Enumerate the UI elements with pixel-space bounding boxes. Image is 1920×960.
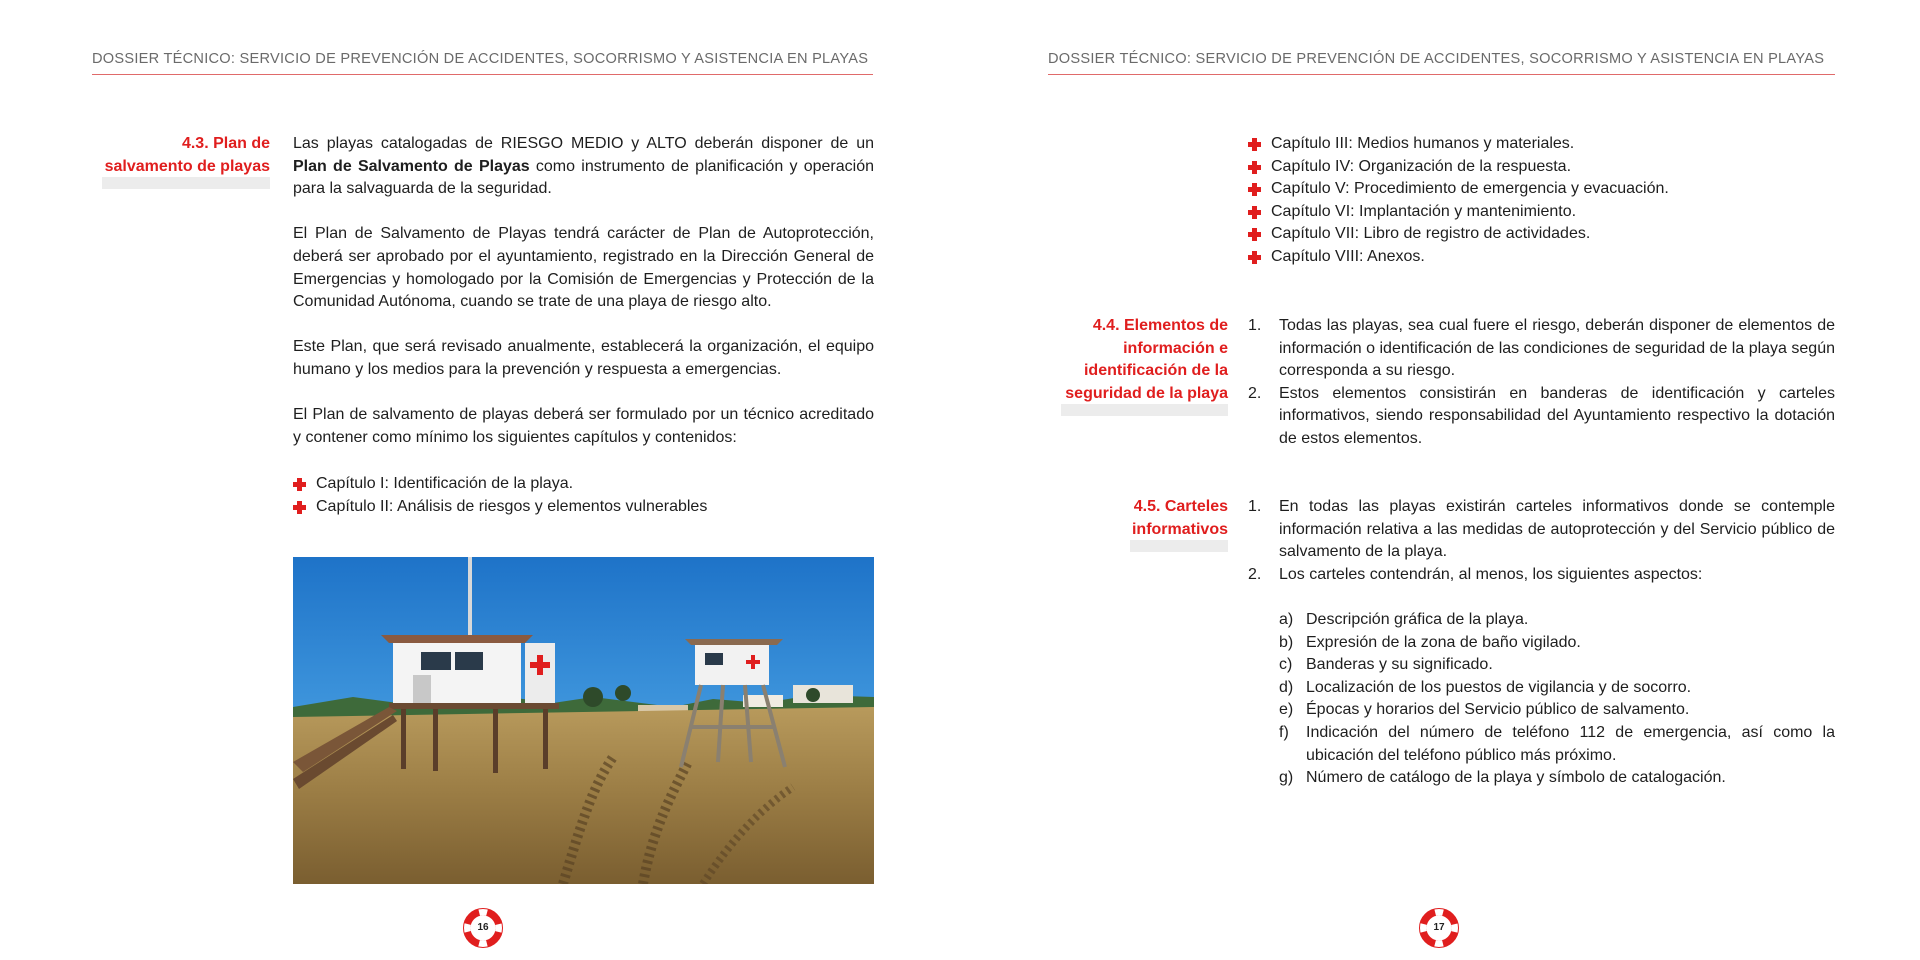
chapter-item bbox=[293, 496, 707, 519]
section-4-3-body bbox=[293, 133, 874, 472]
section-4-5-title bbox=[1048, 496, 1228, 541]
section-title-underbar bbox=[1130, 540, 1228, 552]
item-text: Los carteles contendrán, al menos, los siguientes aspectos: bbox=[1279, 565, 1703, 583]
item-text: Banderas y su significado. bbox=[1306, 656, 1493, 674]
bold-text-run: Plan de Salvamento de Playas bbox=[293, 157, 530, 175]
page-number: 16 bbox=[477, 922, 489, 933]
section-4-5-sublist bbox=[1279, 609, 1835, 790]
page-header-left: DOSSIER TÉCNICO: SERVICIO DE PREVENCIÓN DE ACCIDENTES, SOCORRISMO Y ASISTENCIA EN PLAYAS bbox=[92, 50, 873, 75]
item-text: Expresión de la zona de baño vigilado. bbox=[1306, 633, 1581, 651]
lettered-item bbox=[1279, 654, 1835, 677]
item-letter: c) bbox=[1279, 656, 1293, 674]
chapter-list-right bbox=[1248, 133, 1669, 269]
item-text: Descripción gráfica de la playa. bbox=[1306, 611, 1529, 628]
section-title-underbar bbox=[1061, 404, 1228, 416]
lettered-item bbox=[1279, 767, 1835, 790]
red-cross-icon bbox=[1248, 251, 1261, 264]
item-text: Épocas y horarios del Servicio público de salvamento. bbox=[1306, 701, 1690, 719]
item-text: En todas las playas existirán carteles informativos donde se contemple información relativa a las medidas de autoprotección y del Servicio público de salvamento de la playa. bbox=[1279, 498, 1835, 561]
chapter-label: Capítulo VI: Implantación y mantenimiento. bbox=[1271, 202, 1577, 220]
chapter-label: Capítulo VIII: Anexos. bbox=[1271, 247, 1425, 265]
section-title-line: información e bbox=[1123, 339, 1228, 357]
item-number: 1. bbox=[1248, 317, 1262, 334]
section-title-line: informativos bbox=[1131, 520, 1228, 538]
paragraph-4: El Plan de salvamento de playas deberá ser formulado por un técnico acreditado y contener como mínimo los siguientes capítulos y contenidos: bbox=[293, 406, 874, 446]
item-letter: f) bbox=[1279, 723, 1289, 741]
chapter-item bbox=[1248, 178, 1669, 201]
chapter-label: Capítulo I: Identificación de la playa. bbox=[316, 475, 574, 492]
item-letter: g) bbox=[1279, 769, 1294, 787]
chapter-list-left bbox=[293, 473, 707, 518]
section-title-underbar bbox=[102, 177, 270, 189]
chapter-item bbox=[1248, 156, 1669, 179]
lifeguard-towers-beach-photo bbox=[293, 557, 874, 884]
lettered-item bbox=[1279, 677, 1835, 700]
section-title-line: identificación de la bbox=[1083, 362, 1228, 380]
item-number: 2. bbox=[1248, 384, 1262, 402]
lettered-item bbox=[1279, 722, 1835, 767]
item-text: Número de catálogo de la playa y símbolo de catalogación. bbox=[1306, 769, 1726, 787]
item-letter: e) bbox=[1279, 701, 1294, 719]
numbered-item bbox=[1248, 564, 1835, 587]
section-4-5-list bbox=[1248, 496, 1835, 586]
chapter-item bbox=[293, 473, 707, 496]
text-run: Las playas catalogadas de RIESGO MEDIO y ALTO deberán disponer de un bbox=[293, 135, 874, 152]
paragraph-1 bbox=[293, 133, 874, 201]
paragraph-3: Este Plan, que será revisado anualmente, establecerá la organización, el equipo humano y los medios para la prevención y respuesta a emergencias. bbox=[293, 338, 874, 378]
page-number: 17 bbox=[1433, 922, 1445, 933]
item-text: Indicación del número de teléfono 112 de emergencia, así como la ubicación del teléfono público más próximo. bbox=[1306, 723, 1835, 764]
item-letter: d) bbox=[1279, 678, 1294, 696]
section-title-line: salvamento de playas bbox=[104, 157, 270, 175]
section-title-line: 4.5. Carteles bbox=[1133, 498, 1228, 515]
chapter-label: Capítulo V: Procedimiento de emergencia y evacuación. bbox=[1271, 180, 1669, 198]
item-number: 2. bbox=[1248, 565, 1262, 583]
numbered-item bbox=[1248, 315, 1835, 383]
paragraph-2: El Plan de Salvamento de Playas tendrá carácter de Plan de Autoprotección, deberá ser aprobado por el ayuntamiento, registrado en la Dirección General de Emergencias y homologado por la Comisión de Emergencias y Protección de la Comunidad Autónoma, cuando se trate de una playa de riesgo alto. bbox=[293, 225, 874, 311]
section-title-line: seguridad de la playa bbox=[1065, 384, 1228, 402]
text-run: como instrumento de planificación y operación para la salvaguarda de la seguridad. bbox=[293, 157, 874, 198]
page-number-badge-right bbox=[1419, 908, 1459, 948]
chapter-label: Capítulo II: Análisis de riesgos y elementos vulnerables bbox=[316, 497, 708, 515]
lettered-item bbox=[1279, 632, 1835, 655]
item-number: 1. bbox=[1248, 498, 1262, 515]
chapter-label: Capítulo III: Medios humanos y materiales. bbox=[1271, 135, 1575, 152]
item-letter: b) bbox=[1279, 633, 1294, 651]
item-text: Estos elementos consistirán en banderas de identificación y carteles informativos, siendo responsabilidad del Ayuntamiento respectivo la dotación de estos elementos. bbox=[1279, 384, 1835, 447]
red-cross-icon bbox=[293, 501, 306, 514]
red-cross-icon bbox=[293, 478, 306, 491]
chapter-item bbox=[1248, 246, 1669, 269]
lettered-item bbox=[1279, 699, 1835, 722]
section-title-line: 4.3. Plan de bbox=[181, 135, 270, 152]
chapter-item bbox=[1248, 201, 1669, 224]
numbered-item bbox=[1248, 383, 1835, 451]
red-cross-icon bbox=[1248, 206, 1261, 219]
section-4-4-list bbox=[1248, 315, 1835, 451]
red-cross-icon bbox=[1248, 161, 1261, 174]
section-4-4-title bbox=[1048, 315, 1228, 405]
chapter-item bbox=[1248, 223, 1669, 246]
chapter-item bbox=[1248, 133, 1669, 156]
section-title-line: 4.4. Elementos de bbox=[1092, 317, 1228, 334]
section-4-3-title bbox=[92, 133, 270, 178]
red-cross-icon bbox=[1248, 183, 1261, 196]
page-number-badge-left bbox=[463, 908, 503, 948]
chapter-label: Capítulo IV: Organización de la respuesta. bbox=[1271, 157, 1572, 175]
item-text: Localización de los puestos de vigilancia y de socorro. bbox=[1306, 678, 1692, 696]
lettered-item bbox=[1279, 609, 1835, 632]
item-text: Todas las playas, sea cual fuere el riesgo, deberán disponer de elementos de información o identificación de las condiciones de seguridad de la playa según corresponda a su riesgo. bbox=[1279, 317, 1835, 380]
chapter-label: Capítulo VII: Libro de registro de actividades. bbox=[1271, 225, 1591, 243]
red-cross-icon bbox=[1248, 228, 1261, 241]
numbered-item bbox=[1248, 496, 1835, 564]
item-letter: a) bbox=[1279, 611, 1294, 628]
red-cross-icon bbox=[1248, 138, 1261, 151]
page-header-right: DOSSIER TÉCNICO: SERVICIO DE PREVENCIÓN DE ACCIDENTES, SOCORRISMO Y ASISTENCIA EN PLAYAS bbox=[1048, 50, 1835, 75]
